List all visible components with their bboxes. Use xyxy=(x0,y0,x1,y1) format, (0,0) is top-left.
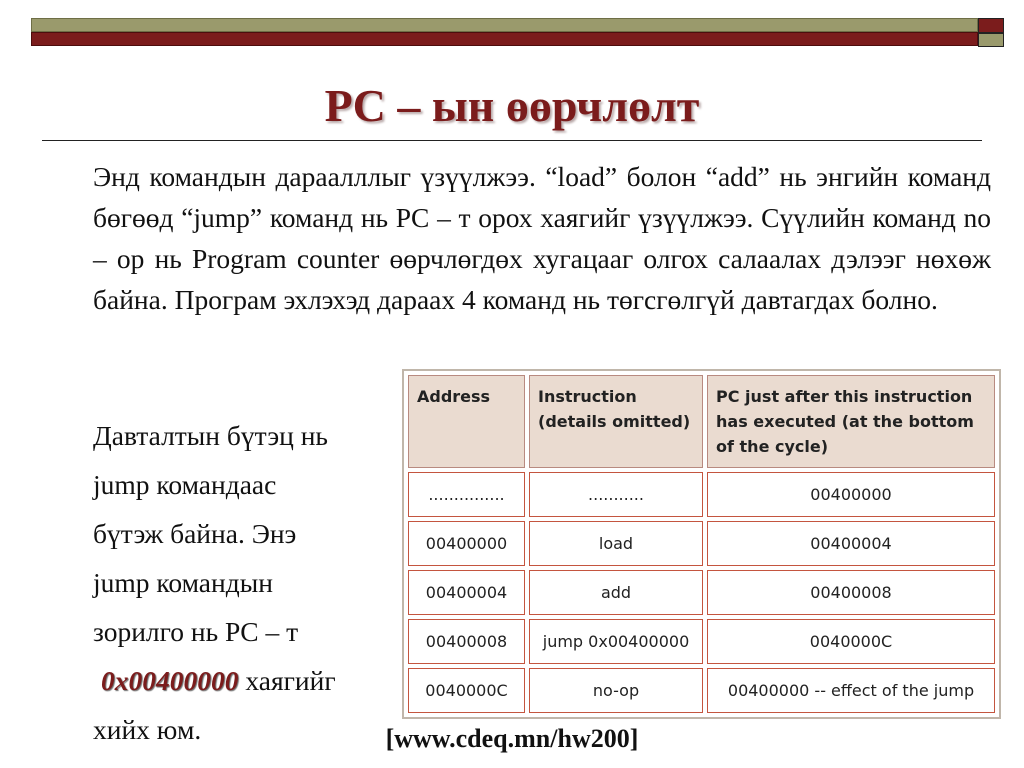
cell-pc: 00400000 xyxy=(707,472,995,517)
left-line-6 xyxy=(93,656,403,705)
after-highlight-text: хаягийг xyxy=(238,665,336,696)
header-address: Address xyxy=(408,375,525,468)
cell-address: 00400004 xyxy=(408,570,525,615)
cell-address: 00400000 xyxy=(408,521,525,566)
cell-address: ............... xyxy=(408,472,525,517)
header-instruction: Instruction (details omitted) xyxy=(529,375,703,468)
cell-pc: 0040000C xyxy=(707,619,995,664)
intro-paragraph xyxy=(93,156,991,320)
corner-square-bottom xyxy=(978,33,1004,47)
table-row xyxy=(408,521,995,566)
left-line-5: зорилго нь PC – т xyxy=(93,616,299,647)
top-bar-olive-stripe xyxy=(31,18,978,32)
corner-square-top xyxy=(978,18,1004,33)
cell-instruction: load xyxy=(529,521,703,566)
highlighted-address: 0x00400000 xyxy=(101,665,239,696)
left-line-7: хийх юм. xyxy=(93,714,202,745)
cell-instruction: no-op xyxy=(529,668,703,713)
cell-pc: 00400004 xyxy=(707,521,995,566)
table-row xyxy=(408,668,995,713)
header-pc-after: PC just after this instruction has executed (at the bottom of the cycle) xyxy=(707,375,995,468)
left-line-2: jump командаас xyxy=(93,469,277,500)
decorative-top-bar xyxy=(31,18,978,46)
slide-title: PC – ын өөрчлөлт xyxy=(324,80,700,131)
left-line-1: Давталтын бүтэц нь xyxy=(93,420,328,451)
table-row xyxy=(408,619,995,664)
table-row xyxy=(408,472,995,517)
title-divider xyxy=(42,140,982,141)
cell-address: 0040000C xyxy=(408,668,525,713)
cell-instruction: jump 0x00400000 xyxy=(529,619,703,664)
cell-pc: 00400008 xyxy=(707,570,995,615)
intro-paragraph-text: Энд командын дараалллыг үзүүлжээ. “load” болон “add” нь энгийн команд бөгөөд “jump” команд нь PC – т орох хаягийг үзүүлжээ. Сүүлийн команд no – op нь Program counter өөрчлөгдөх хугацааг олгох салаалах дэлээг нөхөж байна. Програм эхлэхэд дараах 4 команд нь төгсгөлгүй давтагдах болно. xyxy=(93,161,991,315)
table-header-row xyxy=(408,375,995,468)
cell-instruction: ........... xyxy=(529,472,703,517)
cell-pc: 00400000 -- effect of the jump xyxy=(707,668,995,713)
pc-trace-table xyxy=(402,369,1001,719)
source-caption: [www.cdeq.mn/hw200] xyxy=(385,724,639,753)
cell-address: 00400008 xyxy=(408,619,525,664)
cell-instruction: add xyxy=(529,570,703,615)
table-row xyxy=(408,570,995,615)
left-line-4: jump командын xyxy=(93,567,273,598)
left-line-3: бүтэж байна. Энэ xyxy=(93,518,297,549)
top-bar-maroon-stripe xyxy=(31,32,978,46)
left-text-column xyxy=(93,411,403,754)
